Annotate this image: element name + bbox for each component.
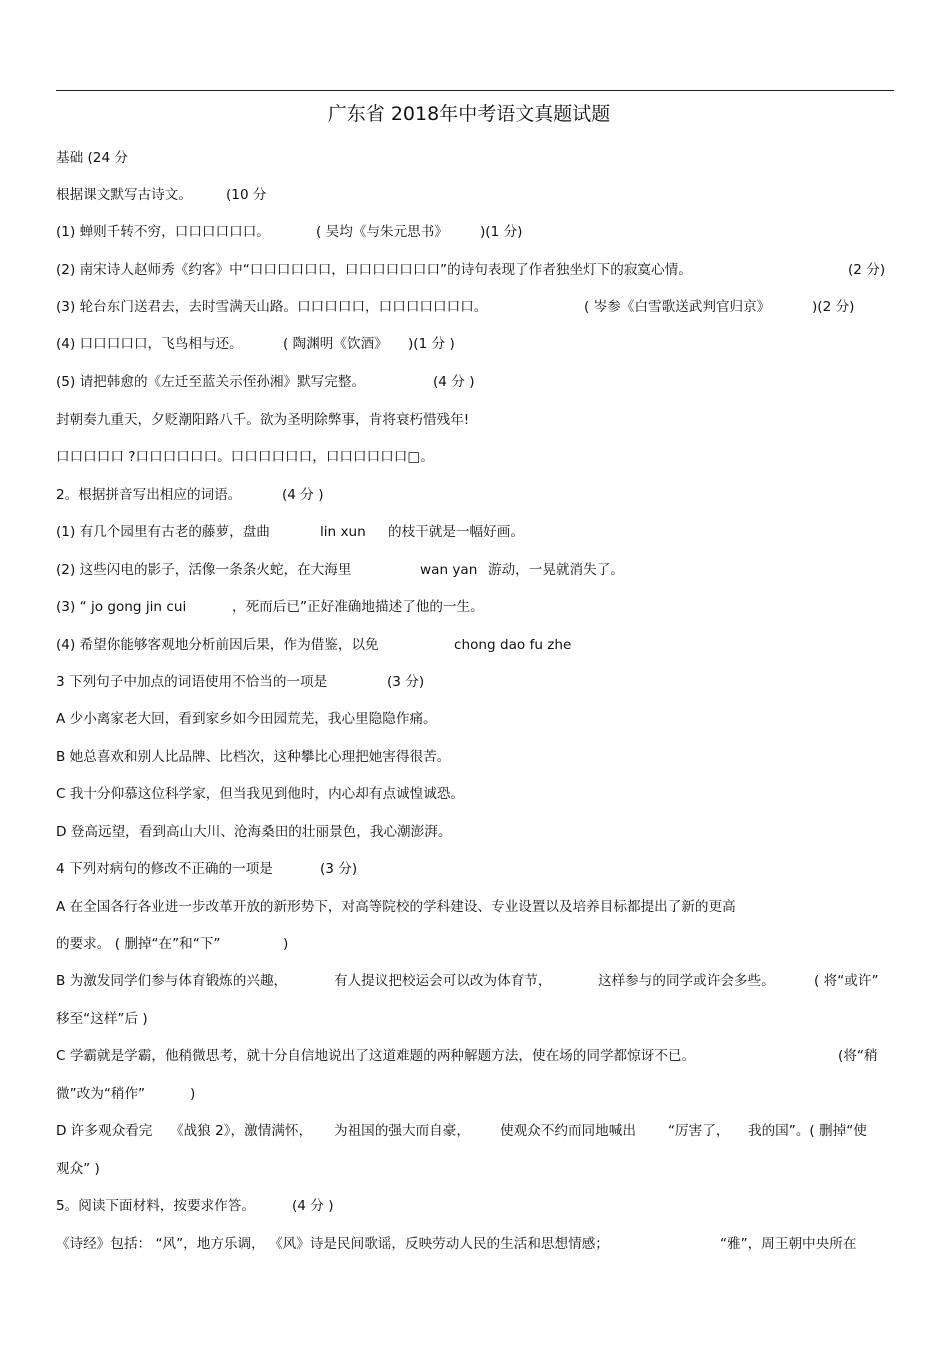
text-segment: (10 分	[226, 187, 267, 203]
text-segment: “雅”，周王朝中央所在	[720, 1236, 857, 1252]
text-segment: 的枝干就是一幅好画。	[388, 524, 524, 540]
text-segment: 《诗经》包括： “风”，地方乐调， 《风》诗是民间歌谣，反映劳动人民的生活和思想情感；	[56, 1236, 609, 1252]
text-segment: (4 分 )	[282, 487, 324, 503]
text-segment: (2 分)	[848, 262, 886, 278]
text-segment: 移至“这样”后 )	[56, 1011, 148, 1027]
text-segment: C 学霸就是学霸，他稍微思考，就十分自信地说出了这道难题的两种解题方法，使在场的同学都惊讶不已。	[56, 1048, 696, 1064]
text-segment: (4) 希望你能够客观地分析前因后果，作为借鉴，以免	[56, 637, 379, 653]
text-segment: 封朝奏九重天，夕贬潮阳路八千。欲为圣明除弊事，肯将衰朽惜残年!	[56, 412, 470, 428]
text-segment: (3 分)	[320, 861, 358, 877]
pinyin-blank: chong dao fu zhe	[454, 637, 572, 653]
text-segment: )(1 分 )	[408, 336, 455, 352]
text-segment: ( 将“或许”	[814, 973, 879, 989]
text-segment: D 登高远望，看到高山大川、沧海桑田的壮丽景色，我心潮澎湃。	[56, 824, 452, 840]
text-segment: )	[190, 1086, 196, 1102]
text-segment: ( 岑参《白雪歌送武判官归京》	[584, 299, 771, 315]
pinyin-blank: lin xun	[320, 524, 366, 540]
text-segment: )	[283, 936, 289, 952]
page-title: 广东省 2018年中考语文真题试题	[327, 103, 611, 125]
text-segment: D 许多观众看完	[56, 1123, 153, 1139]
text-segment: (将“稍	[838, 1048, 878, 1064]
text-segment: (4 分 )	[433, 374, 475, 390]
text-segment: 2。根据拼音写出相应的词语。	[56, 487, 242, 503]
text-segment: (1) 有几个园里有古老的藤萝，盘曲	[56, 524, 270, 540]
text-segment: 有人提议把校运会可以改为体育节，	[334, 973, 552, 989]
text-segment: ，死而后已”正好准确地描述了他的一生。	[232, 599, 484, 615]
text-segment: (4) 口口口口口，飞鸟相与还。	[56, 336, 243, 352]
text-segment: A 在全国各行各业进一步改革开放的新形势下，对高等院校的学科建设、专业设置以及培养目标都提出了新的更高	[56, 899, 736, 915]
text-segment: (1) 蝉则千转不穷，口口口口口口。	[56, 224, 270, 240]
text-segment: (3 分)	[387, 674, 425, 690]
text-segment: 游动，一晃就消失了。	[488, 562, 624, 578]
text-segment: 根据课文默写古诗文。	[56, 187, 192, 203]
text-segment: 这样参与的同学或许会多些。	[598, 973, 775, 989]
text-segment: (2) 南宋诗人赵师秀《约客》中“口口口口口口，口口口口口口口”的诗句表现了作者独坐灯下的寂寞心情。	[56, 262, 692, 278]
text-segment: )(2 分)	[812, 299, 855, 315]
text-segment: ( 陶渊明《饮酒》	[283, 336, 388, 352]
text-segment: 观众” )	[56, 1161, 100, 1177]
text-segment: 3 下列句子中加点的词语使用不恰当的一项是	[56, 674, 328, 690]
text-segment: 为祖国的强大而自豪，	[334, 1123, 470, 1139]
text-segment: B 为激发同学们参与体育锻炼的兴趣，	[56, 973, 288, 989]
text-segment: “厉害了，	[668, 1123, 730, 1139]
text-segment: C 我十分仰慕这位科学家，但当我见到他时，内心却有点诚惶诚恐。	[56, 786, 465, 802]
text-segment: 5。阅读下面材料，按要求作答。	[56, 1198, 255, 1214]
text-segment: B 她总喜欢和别人比品牌、比档次，这种攀比心理把她害得很苦。	[56, 749, 451, 765]
text-segment: 基础 (24 分	[56, 150, 129, 166]
text-segment: 我的国”。( 删掉“使	[748, 1123, 867, 1139]
top-rule	[56, 90, 894, 91]
text-segment: (3) “ jo gong jin cui	[56, 599, 187, 615]
text-segment: (3) 轮台东门送君去，去时雪满天山路。口口口口口，口口口口口口口。	[56, 299, 488, 315]
text-segment: 微”改为“稍作”	[56, 1086, 146, 1102]
text-segment: 口口口口口 ?口口口口口口。口口口口口口，口口口口口口□。	[56, 449, 434, 465]
text-segment: 的要求。 ( 删掉“在”和“下”	[56, 936, 221, 952]
text-segment: 4 下列对病句的修改不正确的一项是	[56, 861, 273, 877]
text-segment: )(1 分)	[480, 224, 523, 240]
text-segment: (2) 这些闪电的影子，活像一条条火蛇，在大海里	[56, 562, 352, 578]
text-segment: 使观众不约而同地喊出	[500, 1123, 636, 1139]
pinyin-blank: wan yan	[420, 562, 478, 578]
text-segment: (4 分 )	[292, 1198, 334, 1214]
text-segment: A 少小离家老大回，看到家乡如今田园荒芜，我心里隐隐作痛。	[56, 711, 437, 727]
text-segment: 《战狼 2》，激情满怀，	[170, 1123, 313, 1139]
text-segment: (5) 请把韩愈的《左迁至蓝关示侄孙湘》默写完整。	[56, 374, 366, 390]
text-segment: ( 吴均《与朱元思书》	[316, 224, 448, 240]
